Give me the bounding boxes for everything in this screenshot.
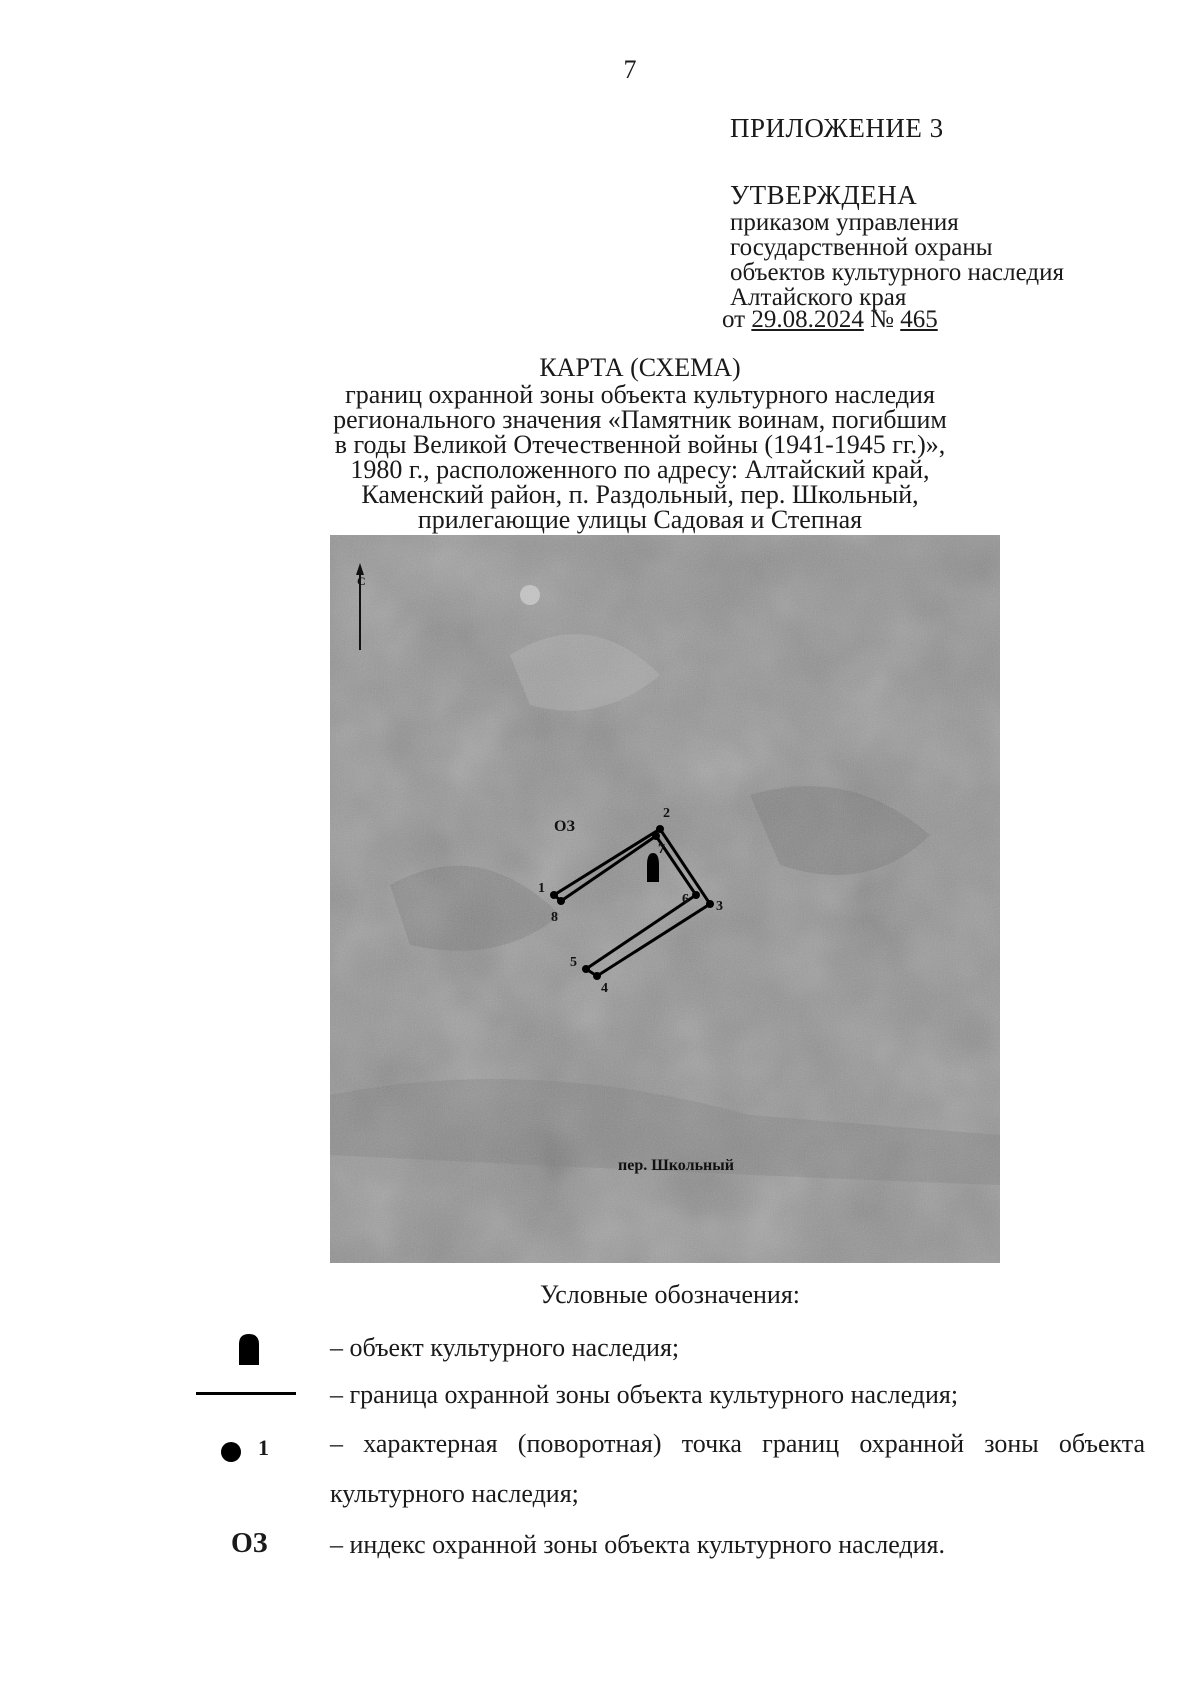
- number-sign: №: [870, 306, 894, 333]
- north-label: С: [357, 574, 366, 588]
- order-line: государственной охраны: [730, 234, 993, 261]
- appendix-label: ПРИЛОЖЕНИЕ 3: [730, 113, 944, 143]
- order-line: Алтайского края: [730, 284, 907, 311]
- order-date-line: [722, 306, 938, 334]
- order-block: [730, 210, 1064, 310]
- monument-icon: [236, 1332, 262, 1366]
- document-title: [300, 355, 980, 532]
- point-label-8: 8: [551, 910, 558, 925]
- point-label-2: 2: [663, 806, 670, 821]
- boundary-line-icon: [196, 1392, 296, 1395]
- turning-point-3: [706, 900, 714, 908]
- zone-index-label: ОЗ: [231, 1528, 268, 1559]
- street-label: пер. Школьный: [618, 1157, 734, 1174]
- date-prefix: от: [722, 306, 746, 333]
- point-label-7: 7: [658, 842, 665, 857]
- point-label-5: 5: [570, 955, 577, 970]
- turning-point-4: [593, 972, 601, 980]
- legend-monument-symbol: [236, 1332, 262, 1366]
- turning-point-8: [557, 897, 565, 905]
- approved-label: УТВЕРЖДЕНА: [730, 180, 918, 210]
- turning-point-6: [692, 891, 700, 899]
- title-line: в годы Великой Отечественной войны (1941-1945 гг.)»,: [334, 430, 946, 459]
- legend-item-point-cont: культурного наследия;: [330, 1479, 579, 1508]
- order-number: 465: [900, 306, 938, 333]
- turning-point-1: [550, 891, 558, 899]
- point-label-4: 4: [601, 981, 608, 996]
- legend-point-number: 1: [258, 1435, 269, 1460]
- point-icon: [221, 1442, 241, 1462]
- point-label-3: 3: [716, 899, 723, 914]
- legend-title: Условные обозначения:: [539, 1280, 801, 1309]
- order-line: объектов культурного наследия: [730, 259, 1064, 286]
- order-line: приказом управления: [730, 209, 959, 236]
- title-line: Каменский район, п. Раздольный, пер. Школьный,: [361, 480, 919, 509]
- order-date: 29.08.2024: [751, 306, 864, 333]
- title-line: границ охранной зоны объекта культурного наследия: [345, 380, 935, 409]
- page-number: 7: [623, 55, 637, 84]
- point-label-1: 1: [538, 881, 545, 896]
- title-heading: КАРТА (СХЕМА): [539, 353, 741, 382]
- point-label-6: 6: [682, 892, 689, 907]
- map-canvas: [330, 535, 1000, 1263]
- monument-icon: [647, 853, 659, 882]
- legend-item-monument: – объект культурного наследия;: [330, 1333, 680, 1362]
- turning-point-2: [656, 825, 664, 833]
- turning-point-5: [582, 965, 590, 973]
- title-line: регионального значения «Памятник воинам, погибшим: [333, 405, 947, 434]
- title-line: 1980 г., расположенного по адресу: Алтайский край,: [350, 455, 930, 484]
- satellite-map: [330, 535, 1000, 1263]
- zone-label: ОЗ: [554, 818, 575, 835]
- legend-item-point: – характерная (поворотная) точка границ охранной зоны объекта: [330, 1429, 1145, 1458]
- turning-point-7: [652, 832, 660, 840]
- title-line: прилегающие улицы Садовая и Степная: [417, 505, 863, 534]
- legend-item-boundary: – граница охранной зоны объекта культурного наследия;: [330, 1380, 959, 1409]
- legend-item-zone-index: – индекс охранной зоны объекта культурного наследия.: [330, 1530, 946, 1559]
